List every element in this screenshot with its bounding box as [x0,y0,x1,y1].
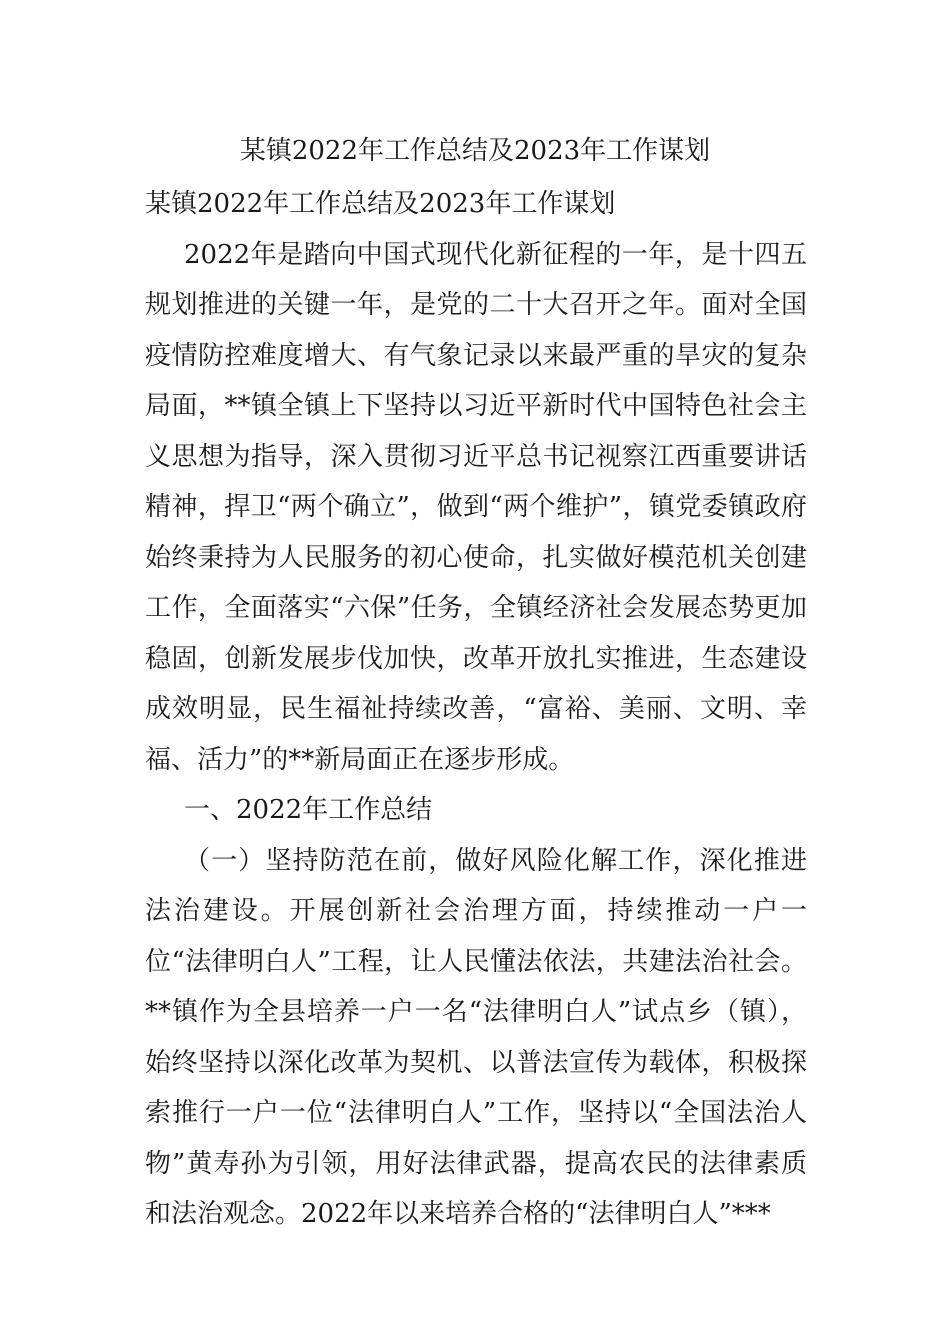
document-subtitle: 某镇2022年工作总结及2023年工作谋划 [145,189,616,219]
document-title: 某镇2022年工作总结及2023年工作谋划 [239,136,711,166]
intro-paragraph: 2022年是踏向中国式现代化新征程的一年，是十四五规划推进的关键一年，是党的二十大召开之年。面对全国疫情防控难度增大、有气象记录以来最严重的旱灾的复杂局面，**镇全镇上下坚持以习近平新时代中国特色社会主义思想为指导，深入贯彻习近平总书记视察江西重要讲话精神，捍卫“两个确立”，做到“两个维护”，镇党委镇政府始终秉持为人民服务的初心使命，扎实做好模范机关创建工作，全面落实“六保”任务，全镇经济社会发展态势更加稳固，创新发展步伐加快，改革开放扎实推进，生态建设成效明显，民生福祉持续改善，“富裕、美丽、文明、幸福、活力”的**新局面正在逐步形成。 [145,239,807,775]
section-paragraph: （一）坚持防范在前，做好风险化解工作，深化推进法治建设。开展创新社会治理方面，持续推动一户一位“法律明白人”工程，让人民懂法依法，共建法治社会。**镇作为全县培养一户一名“法律明白人”试点乡（镇），始终坚持以深化改革为契机、以普法宣传为载体，积极探索推行一户一位“法律明白人”工作，坚持以“全国法治人物”黄寿孙为引领，用好法律武器，提高农民的法律素质和法治观念。2022年以来培养合格的“法律明白人”*** [145,845,807,1229]
document-body [145,179,807,1240]
section-heading: 一、2022年工作总结 [184,795,433,825]
